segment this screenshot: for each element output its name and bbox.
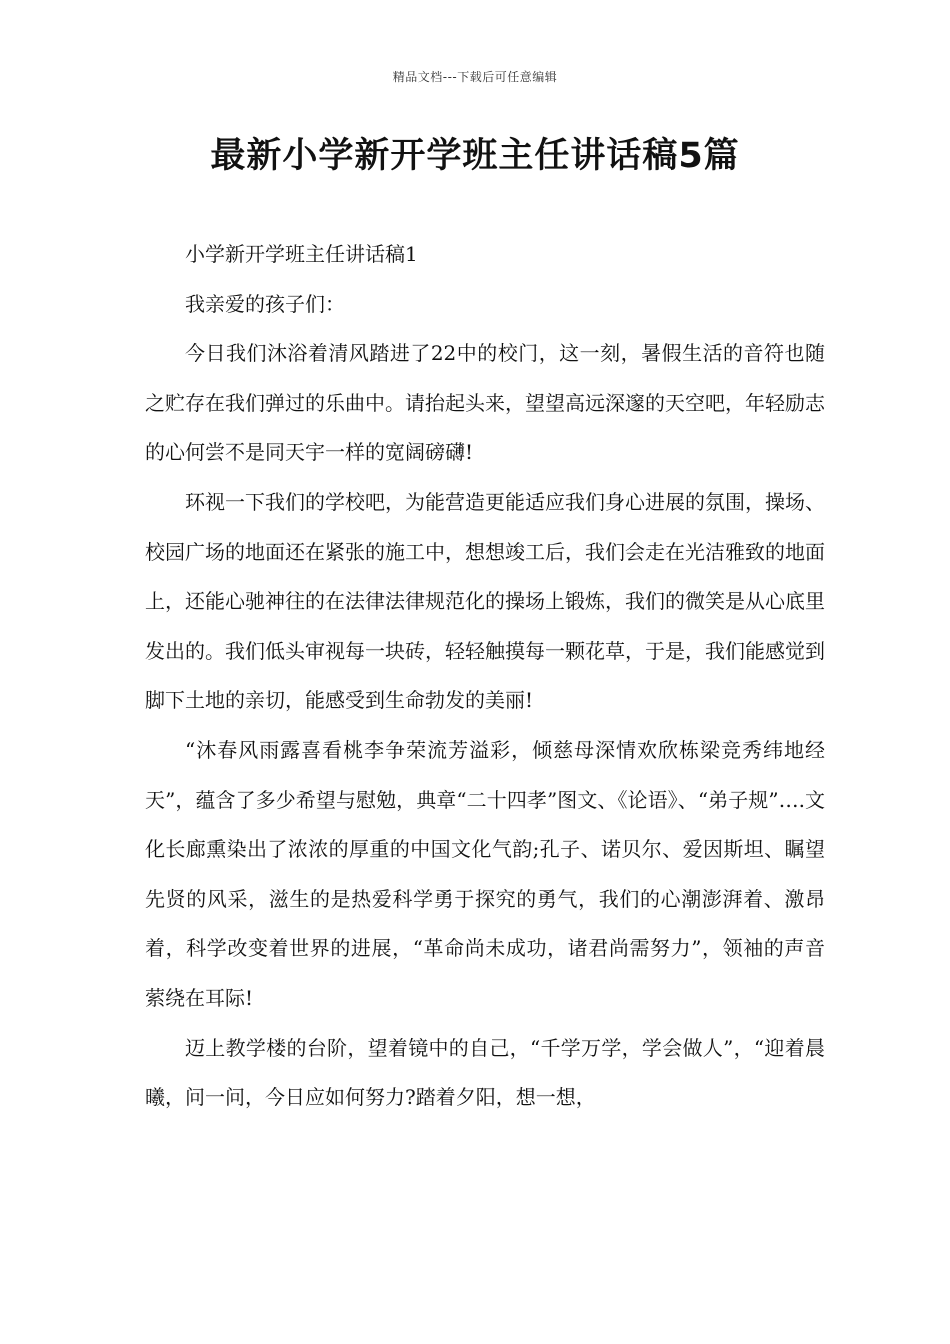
header-note: 精品文档---下载后可任意编辑 (392, 70, 558, 84)
body-paragraph: 今日我们沐浴着清风踏进了22中的校门，这一刻，暑假生活的音符也随之贮存在我们弹过的乐曲中。请抬起头来，望望高远深邃的天空吧，年轻励志的心何尝不是同天宇一样的宽阔磅礴! (145, 341, 825, 465)
body-paragraph: “沐春风雨露喜看桃李争荣流芳溢彩，倾慈母深情欢欣栋梁竞秀纬地经天”，蕴含了多少希望与慰勉，典章“二十四孝”图文、《论语》、“弟子规”….文化长廊熏染出了浓浓的厚重的中国文化气韵;孔子、诺贝尔、爱因斯坦、瞩望先贤的风采，滋生的是热爱科学勇于探究的勇气，我们的心潮澎湃着、激昂着，科学改变着世界的进展，“革命尚未成功，诸君尚需努力”，领袖的声音萦绕在耳际! (145, 737, 825, 1010)
section-heading: 小学新开学班主任讲话稿1 (185, 242, 418, 266)
salutation: 我亲爱的孩子们： (185, 291, 345, 316)
body-paragraph: 环视一下我们的学校吧，为能营造更能适应我们身心进展的氛围，操场、校园广场的地面还在紧张的施工中，想想竣工后，我们会走在光洁雅致的地面上，还能心驰神往的在法律法律规范化的操场上锻炼，我们的微笑是从心底里发出的。我们低头审视每一块砖，轻轻触摸每一颗花草，于是，我们能感觉到脚下土地的亲切，能感受到生命勃发的美丽! (145, 489, 825, 713)
body-paragraph: 迈上教学楼的台阶，望着镜中的自己，“千学万学，学会做人”，“迎着晨曦，问一问，今日应如何努力?踏着夕阳，想一想， (145, 1035, 825, 1110)
document-body (145, 230, 825, 1123)
document-title: 最新小学新开学班主任讲话稿5篇 (210, 136, 740, 176)
